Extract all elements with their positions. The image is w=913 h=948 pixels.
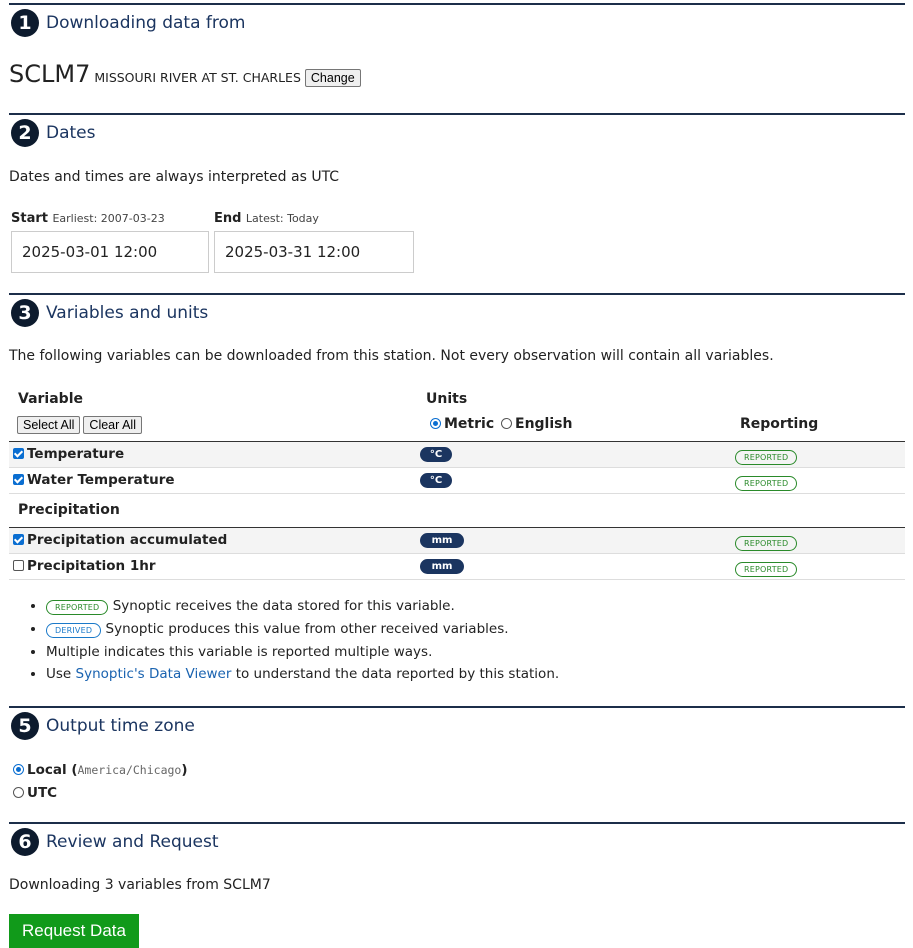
select-all-button[interactable]: Select All	[17, 416, 80, 434]
units-radio-group	[430, 416, 572, 432]
station-id: SCLM7	[9, 60, 91, 88]
local-timezone-name: America/Chicago	[77, 763, 182, 777]
reported-badge: REPORTED	[735, 562, 797, 577]
units-column-header: Units	[426, 391, 468, 407]
utc-label: UTC	[27, 785, 58, 801]
start-label: Start	[11, 211, 48, 226]
table-row	[9, 468, 905, 494]
variable-label: Precipitation 1hr	[27, 558, 156, 574]
reporting-column-header: Reporting	[740, 416, 819, 432]
checkbox-checked-icon	[13, 534, 24, 545]
section-header-variables	[11, 299, 208, 327]
variable-label: Precipitation accumulated	[27, 532, 228, 548]
request-data-button[interactable]: Request Data	[9, 914, 139, 948]
section-title: Output time zone	[46, 716, 195, 736]
section-header-timezone	[11, 712, 195, 740]
section-title: Variables and units	[46, 303, 209, 323]
legend-text: to understand the data reported by this station.	[235, 666, 560, 682]
change-station-button[interactable]: Change	[305, 69, 361, 87]
reporting-status	[735, 474, 797, 491]
variable-checkbox-precip-1hr[interactable]	[13, 558, 156, 574]
radio-unselected-icon	[501, 418, 512, 429]
clear-all-button[interactable]: Clear All	[83, 416, 142, 434]
section-header-review	[11, 828, 219, 856]
end-hint: Latest: Today	[245, 212, 319, 225]
section-divider	[9, 113, 905, 115]
reported-badge: REPORTED	[735, 450, 797, 465]
section-header-dates	[11, 119, 96, 147]
variable-column-header: Variable	[18, 391, 83, 407]
end-label-group	[214, 210, 319, 226]
variable-checkbox-precip-accumulated[interactable]	[13, 532, 227, 548]
table-row	[9, 442, 905, 468]
table-row	[9, 554, 905, 580]
data-viewer-link[interactable]: Synoptic's Data Viewer	[75, 666, 232, 682]
section-divider	[9, 293, 905, 295]
table-row	[9, 528, 905, 554]
unit-badge: °C	[420, 473, 452, 488]
metric-label: Metric	[444, 416, 495, 432]
step-number-badge: 2	[11, 119, 39, 147]
section-title: Review and Request	[46, 832, 219, 852]
english-label: English	[515, 416, 573, 432]
reported-badge: REPORTED	[735, 476, 797, 491]
radio-unselected-icon	[13, 787, 24, 798]
reporting-status	[735, 560, 797, 577]
section-title: Dates	[46, 123, 96, 143]
checkbox-checked-icon	[13, 448, 24, 459]
unit-badge: °C	[420, 447, 452, 462]
timezone-utc-radio[interactable]	[13, 785, 57, 801]
variable-group-label: Precipitation	[18, 502, 120, 518]
station-name: MISSOURI RIVER AT ST. CHARLES	[94, 70, 301, 85]
start-date-input[interactable]: 2025-03-01 12:00	[11, 231, 209, 273]
reporting-legend	[27, 598, 559, 688]
station-line	[9, 60, 361, 88]
step-number-badge: 3	[11, 299, 39, 327]
radio-selected-icon	[13, 764, 24, 775]
start-hint: Earliest: 2007-03-23	[52, 212, 165, 225]
section-divider	[9, 706, 905, 708]
checkbox-checked-icon	[13, 474, 24, 485]
legend-item-multiple: • Multiple indicates this variable is reported multiple ways.	[46, 644, 559, 660]
section-divider	[9, 3, 905, 5]
variables-note: The following variables can be downloaded from this station. Not every observation will contain all variables.	[9, 348, 774, 364]
end-label: End	[214, 211, 242, 226]
section-header-station	[11, 9, 245, 37]
metric-radio[interactable]	[430, 416, 494, 432]
step-number-badge: 6	[11, 828, 39, 856]
legend-item-derived	[46, 621, 559, 638]
reporting-status	[735, 534, 797, 551]
reported-badge: REPORTED	[46, 600, 108, 615]
timezone-local-radio[interactable]: Local (America/Chicago)	[13, 762, 188, 778]
variable-checkbox-temperature[interactable]	[13, 446, 124, 462]
variable-checkbox-water-temperature[interactable]	[13, 472, 175, 488]
derived-badge: DERIVED	[46, 623, 101, 638]
english-radio[interactable]	[501, 416, 572, 432]
unit-badge: mm	[420, 559, 464, 574]
checkbox-unchecked-icon	[13, 560, 24, 571]
radio-selected-icon	[430, 418, 441, 429]
legend-text: Use	[46, 666, 72, 682]
section-title: Downloading data from	[46, 13, 246, 33]
step-number-badge: 5	[11, 712, 39, 740]
variable-select-buttons	[17, 416, 142, 434]
legend-item-reported	[46, 598, 559, 615]
section-divider	[9, 822, 905, 824]
reporting-status	[735, 448, 797, 465]
variable-label: Temperature	[27, 446, 125, 462]
dates-utc-note: Dates and times are always interpreted as UTC	[9, 169, 340, 185]
legend-text: Synoptic produces this value from other received variables.	[105, 621, 509, 637]
start-label-group	[11, 210, 165, 226]
legend-item-viewer	[46, 666, 559, 682]
download-summary: Downloading 3 variables from SCLM7	[9, 877, 271, 893]
legend-text: Synoptic receives the data stored for this variable.	[112, 598, 455, 614]
variable-label: Water Temperature	[27, 472, 175, 488]
reported-badge: REPORTED	[735, 536, 797, 551]
local-label: Local	[27, 762, 67, 778]
unit-badge: mm	[420, 533, 464, 548]
end-date-input[interactable]: 2025-03-31 12:00	[214, 231, 414, 273]
step-number-badge: 1	[11, 9, 39, 37]
